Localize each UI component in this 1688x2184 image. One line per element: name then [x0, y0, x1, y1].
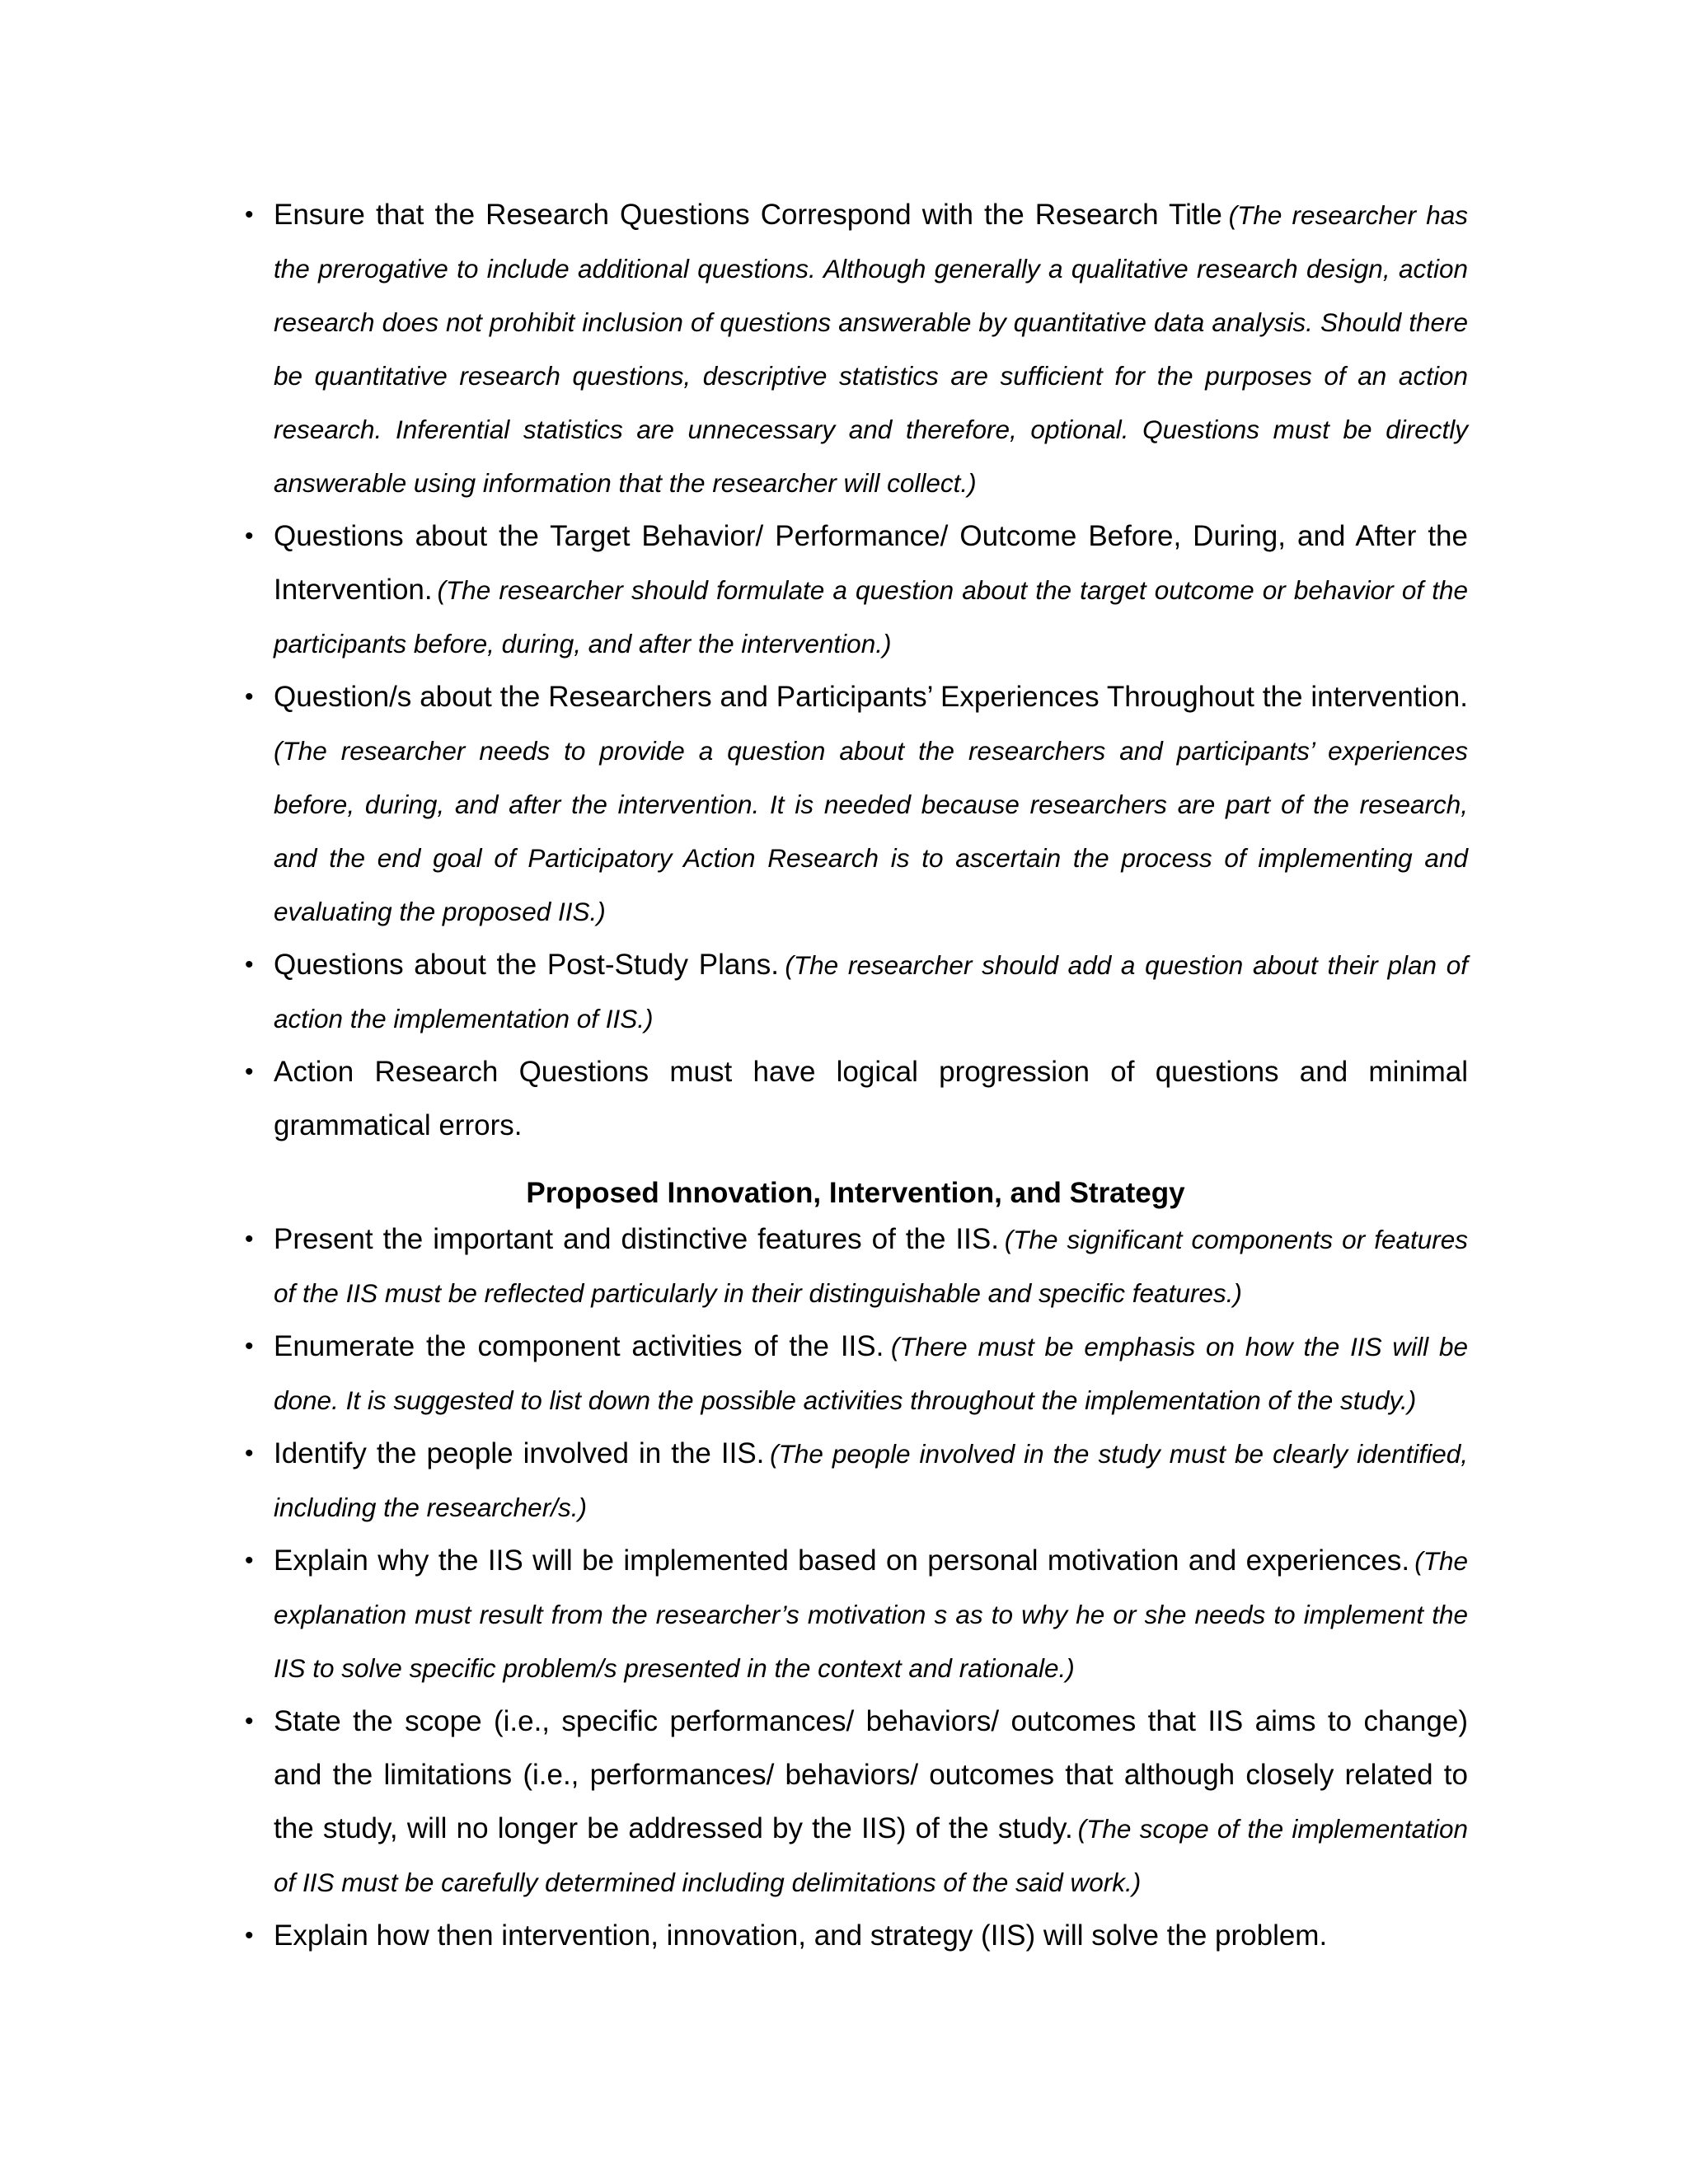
bullet-icon: •	[245, 683, 254, 710]
section-heading: Proposed Innovation, Intervention, and Strategy	[526, 1177, 1185, 1209]
bullet-icon: •	[245, 1226, 254, 1253]
list-item	[243, 191, 1468, 513]
list-item	[243, 1537, 1468, 1698]
item-note: (The scope of the implementation of IIS must be carefully determined including delimitations of the said work.)	[274, 1814, 1468, 1897]
item-main-text: Questions about the Target Behavior/ Performance/ Outcome Before, During, and After the Intervention.	[274, 520, 1468, 606]
list-item	[243, 941, 1468, 1048]
list-item	[243, 673, 1468, 941]
bullet-icon: •	[245, 951, 254, 978]
bullet-icon: •	[245, 1708, 254, 1735]
list-item	[243, 1323, 1468, 1430]
bullet-icon: •	[245, 1333, 254, 1360]
item-main-text: Identify the people involved in the IIS.	[274, 1437, 765, 1469]
item-main-text: Explain why the IIS will be implemented based on personal motivation and experiences.	[274, 1544, 1410, 1577]
bullet-icon: •	[245, 201, 254, 228]
list-item	[243, 513, 1468, 673]
list-item	[243, 1216, 1468, 1323]
list-item	[243, 1048, 1468, 1155]
bullet-icon: •	[245, 523, 254, 550]
research-questions-list	[243, 191, 1468, 1155]
bullet-icon: •	[245, 1922, 254, 1949]
item-note: (The researcher has the prerogative to include additional questions. Although generally a qualitative research design, action research does not prohibit inclusion of questions answerable by quantitative data analysis. Should there be quantitative research questions, descriptive statistics are sufficient for the purposes of an action research. Inferential statistics are unnecessary and therefore, optional. Questions must be directly answerable using information that the researcher will collect.)	[274, 200, 1468, 498]
item-note: (There must be emphasis on how the IIS will be done. It is suggested to list down the possible activities throughout the implementation of the study.)	[274, 1332, 1469, 1415]
item-main-text: Question/s about the Researchers and Participants’ Experiences Throughout the intervention.	[274, 681, 1468, 713]
item-note: (The researcher should add a question about their plan of action the implementation of IIS.)	[274, 950, 1468, 1033]
item-note: (The researcher should formulate a question about the target outcome or behavior of the participants before, during, and after the intervention.)	[274, 575, 1468, 658]
list-item	[243, 1430, 1468, 1537]
item-note: (The explanation must result from the researcher’s motivation s as to why he or she needs to implement the IIS to solve specific problem/s presented in the context and rationale.)	[274, 1546, 1468, 1683]
item-note: (The researcher needs to provide a question about the researchers and participants’ experiences before, during, and after the intervention. It is needed because researchers are part of the research, and the end goal of Participatory Action Research is to ascertain the process of implementing and evaluating the proposed IIS.)	[274, 736, 1468, 926]
item-main-text: Questions about the Post-Study Plans.	[274, 949, 779, 981]
item-main-text: State the scope (i.e., specific performances/ behaviors/ outcomes that IIS aims to change) and the limitations (i.e., performances/ behaviors/ outcomes that although closely related to the study, will no longer be addressed by the IIS) of the study.	[274, 1705, 1468, 1844]
item-main-text: Action Research Questions must have logical progression of questions and minimal grammatical errors.	[274, 1056, 1468, 1141]
item-note: (The significant components or features of the IIS must be reflected particularly in their distinguishable and specific features.)	[274, 1225, 1469, 1308]
list-item	[243, 1912, 1468, 1966]
bullet-icon: •	[245, 1058, 254, 1085]
iis-list	[243, 1216, 1468, 1966]
item-main-text: Enumerate the component activities of the IIS.	[274, 1330, 884, 1362]
list-item	[243, 1698, 1468, 1912]
item-note: (The people involved in the study must be clearly identified, including the researcher/s.)	[274, 1439, 1468, 1522]
item-main-text: Explain how then intervention, innovation, and strategy (IIS) will solve the problem.	[274, 1919, 1328, 1952]
item-main-text: Present the important and distinctive features of the IIS.	[274, 1223, 999, 1255]
item-main-text: Ensure that the Research Questions Correspond with the Research Title	[274, 199, 1222, 231]
bullet-icon: •	[245, 1547, 254, 1574]
bullet-icon: •	[245, 1440, 254, 1467]
